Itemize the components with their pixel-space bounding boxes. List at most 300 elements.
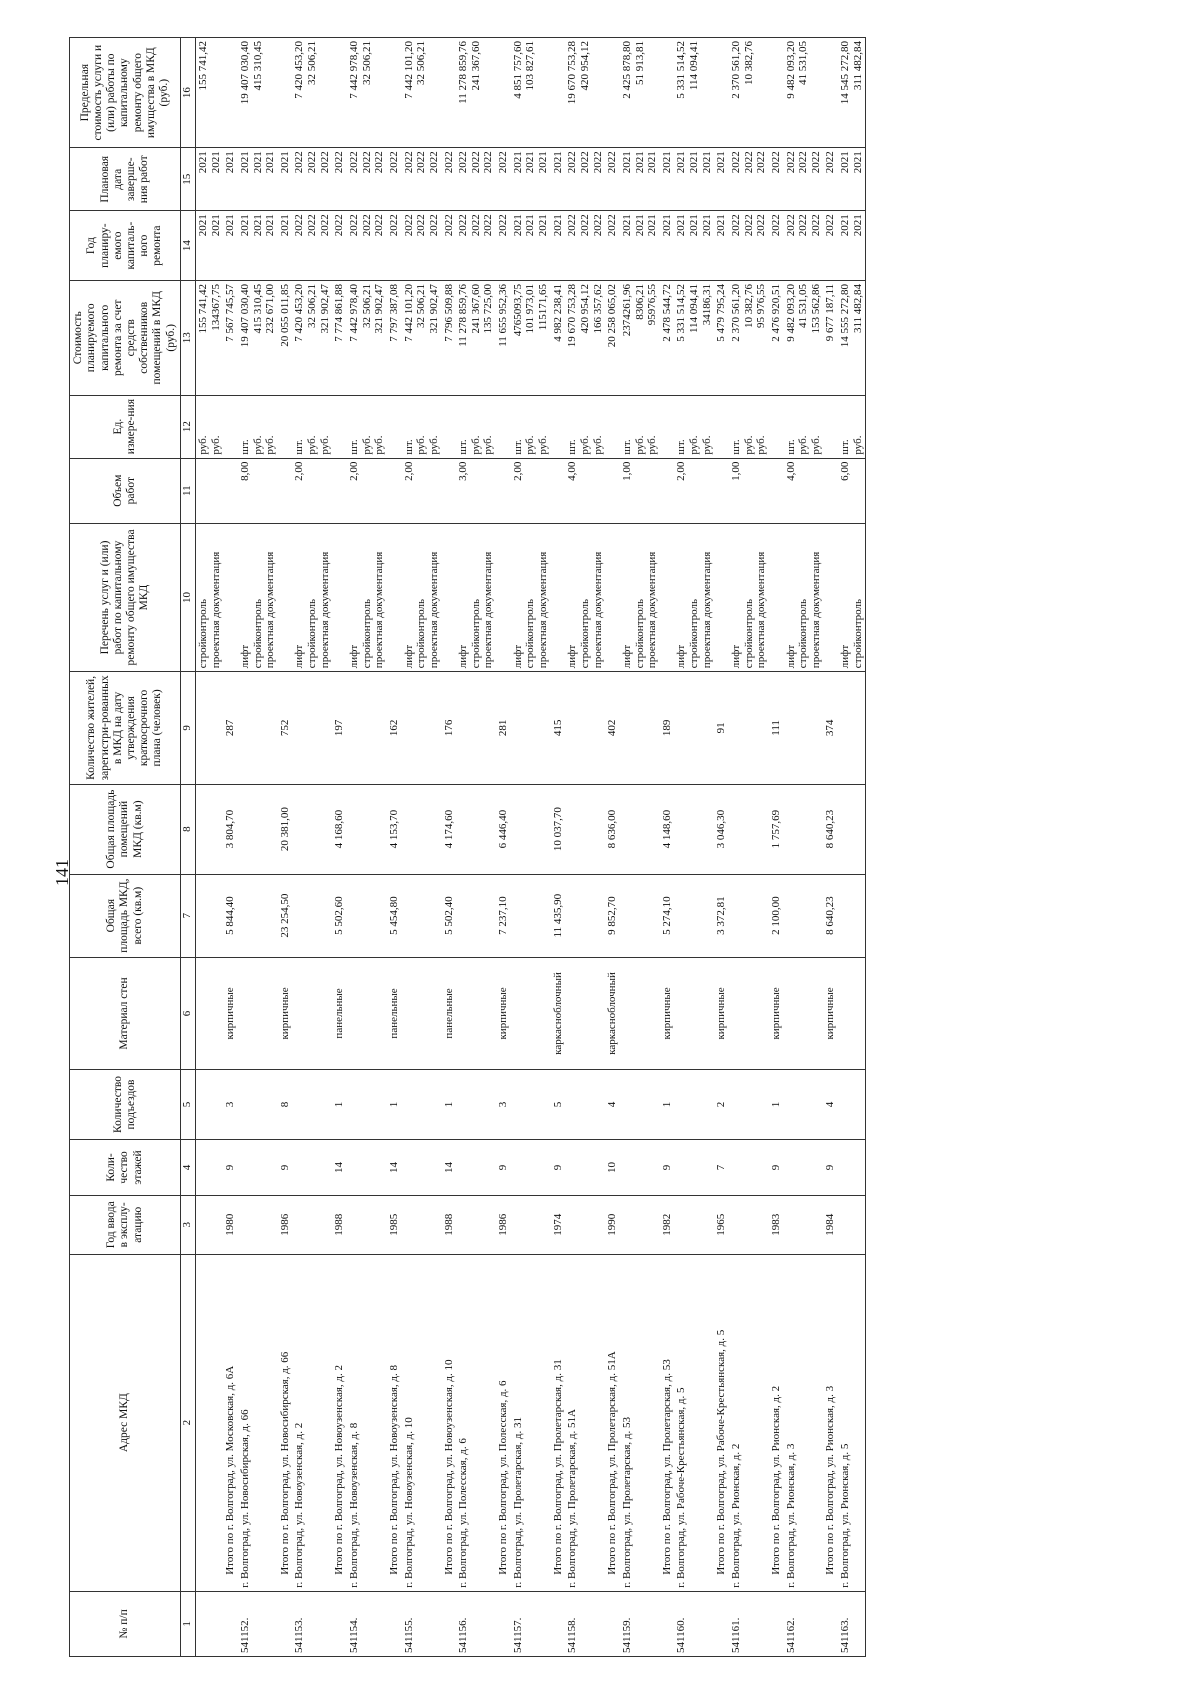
cell-ye: 2022 2022 2022 xyxy=(565,148,605,211)
cell-ye: 2021 xyxy=(551,148,566,211)
cell-entr: 1 xyxy=(387,1070,402,1140)
cell-unit: шт. руб. руб. xyxy=(238,395,278,458)
cell-cost: 4765093,75 101 973,01 115171,65 xyxy=(511,280,551,395)
cell-entr: 4 xyxy=(823,1070,838,1140)
cell-cost: 19 407 030,40 415 310,45 232 671,00 xyxy=(238,280,278,395)
cell-area xyxy=(347,874,387,957)
column-header: № п/п xyxy=(70,1591,181,1656)
column-number: 16 xyxy=(181,38,196,148)
cell-floors xyxy=(456,1139,496,1195)
cell-yp: 2021 xyxy=(551,211,566,281)
cell-work: лифт стройконтроль проектная документация xyxy=(565,523,605,671)
cell-area2 xyxy=(238,784,278,874)
total-row xyxy=(223,38,238,1657)
cell-res: 91 xyxy=(714,672,729,784)
cell-ye: 2022 xyxy=(769,148,784,211)
cell-floors xyxy=(838,1139,866,1195)
cell-unit: шт. руб. руб. xyxy=(565,395,605,458)
cell-entr: 1 xyxy=(660,1070,675,1140)
cell-yp: 2022 2022 2022 xyxy=(565,211,605,281)
cell-year: 1984 xyxy=(823,1196,838,1254)
cell-yp: 2021 2021 2021 xyxy=(620,211,660,281)
cell-entr: 3 xyxy=(223,1070,238,1140)
cell-area: 8 640,23 xyxy=(823,874,838,957)
capital-repair-table xyxy=(69,37,866,1657)
cell-entr: 4 xyxy=(605,1070,620,1140)
cell-lim xyxy=(387,38,402,148)
cell-res: 162 xyxy=(387,672,402,784)
column-number: 4 xyxy=(181,1139,196,1195)
cell-res xyxy=(511,672,551,784)
cell-area: 5 454,80 xyxy=(387,874,402,957)
cell-area2 xyxy=(674,784,714,874)
cell-entr xyxy=(196,1070,224,1140)
cell-area: 7 237,10 xyxy=(496,874,511,957)
cell-lim: 4 851 757,60 103 827,61 xyxy=(511,38,551,148)
cell-floors xyxy=(347,1139,387,1195)
cell-cost: 14 555 272,80 311 482,84 xyxy=(838,280,866,395)
cell-year xyxy=(196,1196,224,1254)
table-row xyxy=(729,38,769,1657)
cell-floors xyxy=(674,1139,714,1195)
cell-floors xyxy=(729,1139,769,1195)
cell-work: лифт стройконтроль проектная документация xyxy=(347,523,387,671)
cell-unit xyxy=(605,395,620,458)
cell-cost: 19 670 753,28 420 954,12 166 357,62 xyxy=(565,280,605,395)
cell-addr: г. Волгоград, ул. Рионская, д. 2 xyxy=(729,1254,769,1591)
column-number: 12 xyxy=(181,395,196,458)
cell-area2: 4 168,60 xyxy=(332,784,347,874)
cell-res: 189 xyxy=(660,672,675,784)
cell-area: 5 844,40 xyxy=(223,874,238,957)
cell-ye: 2022 xyxy=(605,148,620,211)
cell-area xyxy=(292,874,332,957)
cell-entr xyxy=(511,1070,551,1140)
cell-res xyxy=(402,672,442,784)
cell-work xyxy=(660,523,675,671)
cell-work: лифт стройконтроль проектная документация xyxy=(674,523,714,671)
cell-area: 23 254,50 xyxy=(278,874,293,957)
cell-vol xyxy=(551,458,566,523)
cell-entr xyxy=(347,1070,387,1140)
cell-res xyxy=(674,672,714,784)
column-header: Общая площадь МКД, всего (кв.м) xyxy=(70,874,181,957)
cell-ye: 2022 2022 2022 xyxy=(402,148,442,211)
cell-addr xyxy=(196,1254,224,1591)
cell-entr: 8 xyxy=(278,1070,293,1140)
cell-ye: 2022 xyxy=(496,148,511,211)
cell-id: 541155. xyxy=(402,1591,442,1656)
cell-wall: панельные xyxy=(332,957,347,1069)
cell-floors: 7 xyxy=(714,1139,729,1195)
cell-wall: кирпичные xyxy=(769,957,784,1069)
cell-addr: Итого по г. Волгоград, ул. Пролетарская, д. 53 xyxy=(660,1254,675,1591)
cell-area2 xyxy=(292,784,332,874)
total-row xyxy=(714,38,729,1657)
cell-work xyxy=(714,523,729,671)
cell-res: 415 xyxy=(551,672,566,784)
cell-wall xyxy=(729,957,769,1069)
cell-addr: г. Волгоград, ул. Пролетарская, д. 31 xyxy=(511,1254,551,1591)
cell-area2: 3 804,70 xyxy=(223,784,238,874)
cell-addr: Итого по г. Волгоград, ул. Рабоче-Крестьянская, д. 5 xyxy=(714,1254,729,1591)
cell-yp: 2021 2021 xyxy=(196,211,224,281)
total-row xyxy=(551,38,566,1657)
header-row xyxy=(70,38,181,1657)
cell-cost: 5 331 514,52 114 094,41 34186,31 xyxy=(674,280,714,395)
table-row xyxy=(292,38,332,1657)
cell-vol: 6,00 xyxy=(838,458,866,523)
cell-addr: г. Волгоград, ул. Рионская, д. 3 xyxy=(784,1254,824,1591)
cell-wall xyxy=(838,957,866,1069)
cell-work: стройконтроль проектная документация xyxy=(196,523,224,671)
cell-year xyxy=(292,1196,332,1254)
cell-floors: 9 xyxy=(496,1139,511,1195)
cell-yp: 2022 2022 2022 xyxy=(292,211,332,281)
cell-year: 1986 xyxy=(496,1196,511,1254)
cell-res xyxy=(565,672,605,784)
cell-year xyxy=(511,1196,551,1254)
cell-lim: 14 545 272,80 311 482,84 xyxy=(838,38,866,148)
cell-id: 541160. xyxy=(674,1591,714,1656)
cell-yp: 2021 xyxy=(278,211,293,281)
cell-area xyxy=(511,874,551,957)
cell-ye: 2022 2022 2022 xyxy=(347,148,387,211)
column-header: Коли-чество этажей xyxy=(70,1139,181,1195)
cell-res xyxy=(292,672,332,784)
cell-work: лифт стройконтроль проектная документация xyxy=(729,523,769,671)
cell-cost: 2 370 561,20 10 382,76 95 976,55 xyxy=(729,280,769,395)
cell-work xyxy=(442,523,457,671)
cell-unit: шт. руб. руб. xyxy=(347,395,387,458)
cell-cost: 7 420 453,20 32 506,21 321 902,47 xyxy=(292,280,332,395)
cell-entr xyxy=(838,1070,866,1140)
cell-res: 176 xyxy=(442,672,457,784)
cell-ye: 2022 2022 2022 xyxy=(292,148,332,211)
table-body xyxy=(196,38,866,1657)
cell-unit: руб. руб. xyxy=(196,395,224,458)
cell-cost: 11 655 952,36 xyxy=(496,280,511,395)
cell-year xyxy=(402,1196,442,1254)
cell-area xyxy=(784,874,824,957)
cell-entr xyxy=(565,1070,605,1140)
cell-wall: кирпичные xyxy=(496,957,511,1069)
cell-floors: 10 xyxy=(605,1139,620,1195)
cell-area: 5 502,60 xyxy=(332,874,347,957)
cell-addr: Итого по г. Волгоград, ул. Новосибирская, д. 66 xyxy=(278,1254,293,1591)
cell-floors xyxy=(238,1139,278,1195)
total-row xyxy=(769,38,784,1657)
cell-area2 xyxy=(402,784,442,874)
total-row xyxy=(332,38,347,1657)
column-header: Количество жителей, зарегистри-рованных в МКД на дату утверждения краткосрочного плана (человек) xyxy=(70,672,181,784)
table-row xyxy=(838,38,866,1657)
cell-wall xyxy=(565,957,605,1069)
cell-wall xyxy=(402,957,442,1069)
cell-area2: 3 046,30 xyxy=(714,784,729,874)
cell-wall: кирпичные xyxy=(714,957,729,1069)
cell-yp: 2021 2021 2021 xyxy=(674,211,714,281)
cell-addr: Итого по г. Волгоград, ул. Новоузенская, д. 2 xyxy=(332,1254,347,1591)
cell-lim: 7 420 453,20 32 506,21 xyxy=(292,38,332,148)
cell-wall xyxy=(292,957,332,1069)
cell-work: лифт стройконтроль проектная документация xyxy=(402,523,442,671)
cell-vol: 8,00 xyxy=(238,458,278,523)
cell-unit xyxy=(387,395,402,458)
cell-lim xyxy=(496,38,511,148)
cell-lim: 9 482 093,20 41 531,05 xyxy=(784,38,824,148)
cell-ye: 2021 2021 2021 xyxy=(238,148,278,211)
cell-addr: Итого по г. Волгоград, ул. Рионская, д. 3 xyxy=(823,1254,838,1591)
cell-area: 11 435,90 xyxy=(551,874,566,957)
cell-wall xyxy=(674,957,714,1069)
cell-year: 1985 xyxy=(387,1196,402,1254)
cell-entr xyxy=(292,1070,332,1140)
cell-wall xyxy=(620,957,660,1069)
cell-id xyxy=(823,1591,838,1656)
column-number: 3 xyxy=(181,1196,196,1254)
cell-unit xyxy=(278,395,293,458)
cell-unit: шт. руб. xyxy=(838,395,866,458)
cell-id: 541161. xyxy=(729,1591,769,1656)
cell-entr: 3 xyxy=(496,1070,511,1140)
cell-year: 1965 xyxy=(714,1196,729,1254)
cell-addr: Итого по г. Волгоград, ул. Рионская, д. 2 xyxy=(769,1254,784,1591)
cell-area: 5 502,40 xyxy=(442,874,457,957)
cell-yp: 2022 2022 2022 xyxy=(456,211,496,281)
cell-unit: шт. руб. руб. xyxy=(456,395,496,458)
cell-ye: 2021 xyxy=(660,148,675,211)
cell-id xyxy=(769,1591,784,1656)
column-number: 14 xyxy=(181,211,196,281)
column-header: Общая площадь помещений МКД (кв.м) xyxy=(70,784,181,874)
cell-floors: 9 xyxy=(278,1139,293,1195)
cell-lim: 11 278 859,76 241 367,60 xyxy=(456,38,496,148)
cell-area2 xyxy=(620,784,660,874)
cell-addr: г. Волгоград, ул. Пролетарская, д. 53 xyxy=(620,1254,660,1591)
cell-year xyxy=(838,1196,866,1254)
page-number: 141 xyxy=(52,859,72,886)
cell-area2 xyxy=(511,784,551,874)
cell-work: лифт стройконтроль проектная документация xyxy=(456,523,496,671)
cell-lim: 2 370 561,20 10 382,76 xyxy=(729,38,769,148)
cell-id xyxy=(387,1591,402,1656)
cell-ye: 2021 xyxy=(223,148,238,211)
cell-ye: 2022 2022 2022 xyxy=(784,148,824,211)
cell-id xyxy=(196,1591,224,1656)
cell-entr: 1 xyxy=(769,1070,784,1140)
cell-year xyxy=(729,1196,769,1254)
total-row xyxy=(278,38,293,1657)
column-number: 10 xyxy=(181,523,196,671)
total-row xyxy=(660,38,675,1657)
cell-cost: 9 677 187,11 xyxy=(823,280,838,395)
cell-id xyxy=(332,1591,347,1656)
cell-area xyxy=(565,874,605,957)
cell-year: 1980 xyxy=(223,1196,238,1254)
table-row xyxy=(674,38,714,1657)
cell-wall xyxy=(456,957,496,1069)
column-header: Плановая дата заверше-ния работ xyxy=(70,148,181,211)
column-header: Год планиру-емого капиталь-ного ремонта xyxy=(70,211,181,281)
cell-work xyxy=(278,523,293,671)
cell-area2: 8 640,23 xyxy=(823,784,838,874)
table-row xyxy=(196,38,224,1657)
cell-yp: 2022 xyxy=(442,211,457,281)
cell-area2 xyxy=(196,784,224,874)
cell-unit: шт. руб. руб. xyxy=(511,395,551,458)
cell-yp: 2022 xyxy=(496,211,511,281)
cell-area2: 1 757,69 xyxy=(769,784,784,874)
cell-lim xyxy=(823,38,838,148)
cell-cost: 5 479 795,24 xyxy=(714,280,729,395)
cell-res xyxy=(196,672,224,784)
cell-unit xyxy=(823,395,838,458)
cell-unit xyxy=(660,395,675,458)
cell-floors xyxy=(402,1139,442,1195)
cell-lim xyxy=(551,38,566,148)
cell-vol: 2,00 xyxy=(674,458,714,523)
cell-year: 1990 xyxy=(605,1196,620,1254)
cell-lim: 5 331 514,52 114 094,41 xyxy=(674,38,714,148)
cell-floors: 9 xyxy=(223,1139,238,1195)
cell-cost: 7 796 509,88 xyxy=(442,280,457,395)
rotated-table-container xyxy=(69,37,1132,1657)
cell-lim xyxy=(332,38,347,148)
cell-vol xyxy=(223,458,238,523)
cell-unit: шт. руб. руб. xyxy=(402,395,442,458)
cell-ye: 2022 xyxy=(332,148,347,211)
total-row xyxy=(605,38,620,1657)
cell-cost: 20 055 011,85 xyxy=(278,280,293,395)
cell-ye: 2022 xyxy=(442,148,457,211)
cell-id xyxy=(551,1591,566,1656)
cell-floors xyxy=(511,1139,551,1195)
cell-unit xyxy=(769,395,784,458)
cell-res: 752 xyxy=(278,672,293,784)
cell-res xyxy=(784,672,824,784)
cell-entr xyxy=(238,1070,278,1140)
table-row xyxy=(347,38,387,1657)
cell-id: 541153. xyxy=(292,1591,332,1656)
cell-lim xyxy=(714,38,729,148)
cell-addr: Итого по г. Волгоград, ул. Новоузенская, д. 8 xyxy=(387,1254,402,1591)
cell-wall: панельные xyxy=(387,957,402,1069)
cell-work: лифт стройконтроль проектная документация xyxy=(511,523,551,671)
cell-res xyxy=(238,672,278,784)
cell-floors xyxy=(196,1139,224,1195)
cell-addr: Итого по г. Волгоград, ул. Московская, д. 6А xyxy=(223,1254,238,1591)
column-number: 13 xyxy=(181,280,196,395)
cell-area2 xyxy=(838,784,866,874)
cell-wall xyxy=(347,957,387,1069)
cell-wall: каркасноблочный xyxy=(551,957,566,1069)
cell-year: 1974 xyxy=(551,1196,566,1254)
cell-vol xyxy=(605,458,620,523)
cell-yp: 2022 2022 2022 xyxy=(784,211,824,281)
column-header: Объем работ xyxy=(70,458,181,523)
cell-unit: шт. руб. руб. xyxy=(729,395,769,458)
cell-area2: 4 148,60 xyxy=(660,784,675,874)
cell-floors: 9 xyxy=(551,1139,566,1195)
cell-yp: 2022 2022 2022 xyxy=(729,211,769,281)
cell-wall: кирпичные xyxy=(660,957,675,1069)
cell-yp: 2022 xyxy=(769,211,784,281)
cell-id: 541157. xyxy=(511,1591,551,1656)
column-header: Перечень услуг и (или) работ по капитальному ремонту общего имущества МКД xyxy=(70,523,181,671)
cell-yp: 2022 xyxy=(332,211,347,281)
cell-work xyxy=(551,523,566,671)
cell-cost: 2374261,96 8306,21 95976,55 xyxy=(620,280,660,395)
column-number: 5 xyxy=(181,1070,196,1140)
cell-wall xyxy=(511,957,551,1069)
column-number: 2 xyxy=(181,1254,196,1591)
cell-entr: 1 xyxy=(442,1070,457,1140)
cell-id: 541163. xyxy=(838,1591,866,1656)
cell-year xyxy=(620,1196,660,1254)
column-header: Количество подъездов xyxy=(70,1070,181,1140)
cell-vol xyxy=(496,458,511,523)
cell-lim: 19 407 030,40 415 310,45 xyxy=(238,38,278,148)
column-header: Ед. измере-ния xyxy=(70,395,181,458)
cell-vol xyxy=(823,458,838,523)
cell-res: 402 xyxy=(605,672,620,784)
cell-id: 541156. xyxy=(456,1591,496,1656)
cell-year xyxy=(674,1196,714,1254)
cell-lim xyxy=(769,38,784,148)
cell-cost: 7 797 387,08 xyxy=(387,280,402,395)
cell-work xyxy=(223,523,238,671)
column-number: 8 xyxy=(181,784,196,874)
column-number: 11 xyxy=(181,458,196,523)
cell-ye: 2021 2021 2021 xyxy=(674,148,714,211)
column-number: 15 xyxy=(181,148,196,211)
cell-cost: 7 774 861,88 xyxy=(332,280,347,395)
cell-year xyxy=(784,1196,824,1254)
column-header: Материал стен xyxy=(70,957,181,1069)
cell-entr: 2 xyxy=(714,1070,729,1140)
cell-work: лифт стройконтроль xyxy=(838,523,866,671)
cell-cost: 9 482 093,20 41 531,05 153 562,86 xyxy=(784,280,824,395)
cell-id: 541162. xyxy=(784,1591,824,1656)
column-header: Стоимость планируемого капитального ремонта за счет средств собственников помещений в МКД (руб.) xyxy=(70,280,181,395)
cell-lim: 7 442 101,20 32 506,21 xyxy=(402,38,442,148)
cell-wall: каркасноблочный xyxy=(605,957,620,1069)
table-row xyxy=(511,38,551,1657)
column-header: Адрес МКД xyxy=(70,1254,181,1591)
cell-vol xyxy=(714,458,729,523)
cell-cost: 2 476 920,51 xyxy=(769,280,784,395)
cell-addr: г. Волгоград, ул. Полесская, д. 6 xyxy=(456,1254,496,1591)
column-number: 6 xyxy=(181,957,196,1069)
cell-wall: кирпичные xyxy=(278,957,293,1069)
cell-area xyxy=(402,874,442,957)
cell-vol: 2,00 xyxy=(292,458,332,523)
cell-yp: 2021 2021 xyxy=(838,211,866,281)
cell-ye: 2021 xyxy=(278,148,293,211)
cell-id xyxy=(605,1591,620,1656)
cell-unit: шт. руб. руб. xyxy=(784,395,824,458)
table-row xyxy=(565,38,605,1657)
cell-id xyxy=(442,1591,457,1656)
cell-year xyxy=(456,1196,496,1254)
column-number: 9 xyxy=(181,672,196,784)
cell-floors: 9 xyxy=(769,1139,784,1195)
cell-vol: 2,00 xyxy=(511,458,551,523)
cell-vol xyxy=(660,458,675,523)
cell-year: 1986 xyxy=(278,1196,293,1254)
cell-ye: 2021 xyxy=(714,148,729,211)
